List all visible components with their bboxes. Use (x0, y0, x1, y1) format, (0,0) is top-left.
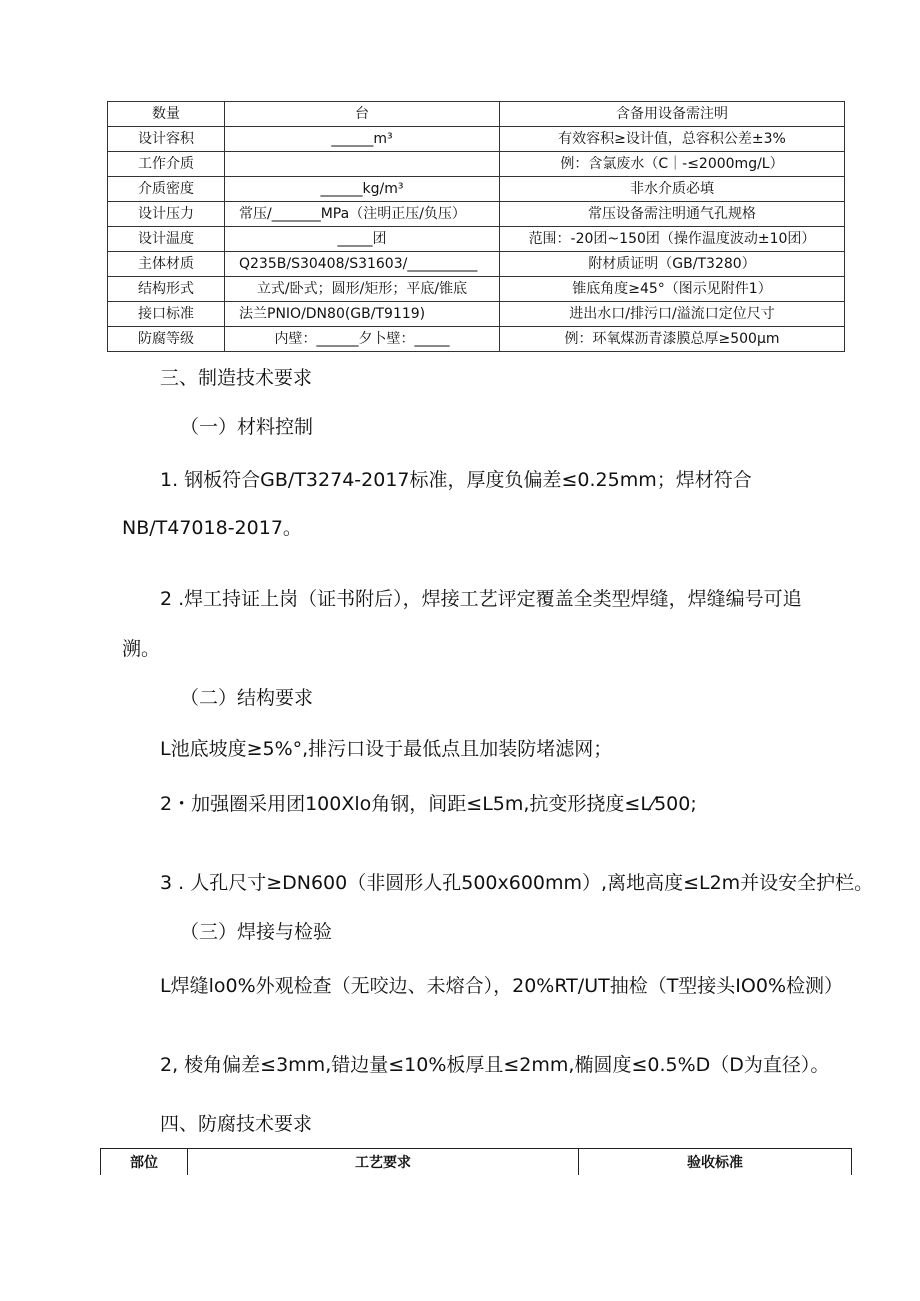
section-3-2-title: （二）结构要求 (180, 687, 314, 709)
param-note-cell: 锥底角度≥45°（图示见附件1） (500, 277, 845, 302)
param-note-cell: 含备用设备需注明 (500, 102, 845, 127)
table-row (108, 302, 845, 327)
param-note-cell: 常压设备需注明通气孔规格 (500, 202, 845, 227)
table-row (108, 127, 845, 152)
table-header-row (101, 1149, 852, 1176)
paragraph: 2, 棱角偏差≤3mm,错边量≤10%板厚且≤2mm,椭圆度≤0.5%D（D为直径）。 (160, 1054, 830, 1076)
table-row (108, 152, 845, 177)
param-name-cell: 工作介质 (108, 152, 225, 177)
param-note-cell: 范围：-20团~150团（操作温度波动±10团） (500, 227, 845, 252)
table-row (108, 202, 845, 227)
paragraph: L池底坡度≥5%°,排污口设于最低点且加装防堵滤网； (160, 738, 613, 760)
param-name-cell: 主体材质 (108, 252, 225, 277)
param-name-cell: 设计温度 (108, 227, 225, 252)
paragraph: L焊缝lo0%外观检查（无咬边、未熔合），20%RT/UT抽检（T型接头IO0%检测） (160, 975, 844, 997)
table-row (108, 227, 845, 252)
spec-table (107, 101, 845, 352)
paragraph: NB/T47018-2017。 (122, 517, 302, 539)
paragraph: 3 . 人孔尺寸≥DN600（非圆形人孔500x600mm）,离地高度≤L2m并设安全护栏。 (160, 872, 874, 894)
param-name-cell: 设计压力 (108, 202, 225, 227)
param-name-cell: 设计容积 (108, 127, 225, 152)
param-value-cell: 常压/_______MPa（注明正压/负压） (225, 202, 500, 227)
table-row (108, 327, 845, 352)
section-3-title: 三、制造技术要求 (160, 367, 313, 389)
paragraph: 2・加强圈采用团100Xlo角钢，间距≤L5m,抗变形挠度≤L⁄500; (160, 793, 697, 815)
param-value-cell: _____团 (225, 227, 500, 252)
table-row (108, 252, 845, 277)
param-value-cell (225, 152, 500, 177)
param-name-cell: 接口标准 (108, 302, 225, 327)
param-name-cell: 防腐等级 (108, 327, 225, 352)
param-value-cell: 法兰PNIO/DN80(GB/T9119) (225, 302, 500, 327)
section-4-title: 四、防腐技术要求 (160, 1113, 313, 1135)
table-row (108, 177, 845, 202)
header-acceptance: 验收标准 (579, 1149, 852, 1176)
param-value-cell: ______kg/m³ (225, 177, 500, 202)
section-3-3-title: （三）焊接与检验 (180, 921, 333, 943)
param-value-cell: ______m³ (225, 127, 500, 152)
param-note-cell: 附材质证明（GB/T3280） (500, 252, 845, 277)
param-value-cell: Q235B/S30408/S31603/__________ (225, 252, 500, 277)
param-note-cell: 例：含氯废水（C｜-≤2000mg/L） (500, 152, 845, 177)
header-process: 工艺要求 (188, 1149, 579, 1176)
paragraph: 1. 钢板符合GB/T3274-2017标准，厚度负偏差≤0.25mm；焊材符合 (160, 469, 752, 491)
section-3-1-title: （一）材料控制 (180, 416, 314, 438)
table-row (108, 277, 845, 302)
paragraph: 2 .焊工持证上岗（证书附后），焊接工艺评定覆盖全类型焊缝，焊缝编号可追 (160, 588, 802, 610)
param-name-cell: 数量 (108, 102, 225, 127)
param-note-cell: 有效容积≥设计值，总容积公差±3% (500, 127, 845, 152)
header-part: 部位 (101, 1149, 188, 1176)
param-note-cell: 非水介质必填 (500, 177, 845, 202)
param-note-cell: 进出水口/排污口/溢流口定位尺寸 (500, 302, 845, 327)
param-name-cell: 介质密度 (108, 177, 225, 202)
param-name-cell: 结构形式 (108, 277, 225, 302)
table-row (108, 102, 845, 127)
param-value-cell: 立式/卧式；圆形/矩形；平底/锥底 (225, 277, 500, 302)
paragraph: 溯。 (122, 638, 161, 660)
param-note-cell: 例：环氧煤沥青漆膜总厚≥500μm (500, 327, 845, 352)
param-value-cell: 台 (225, 102, 500, 127)
anticorrosion-table (100, 1148, 852, 1175)
param-value-cell: 内壁：______夕卜壁：_____ (225, 327, 500, 352)
